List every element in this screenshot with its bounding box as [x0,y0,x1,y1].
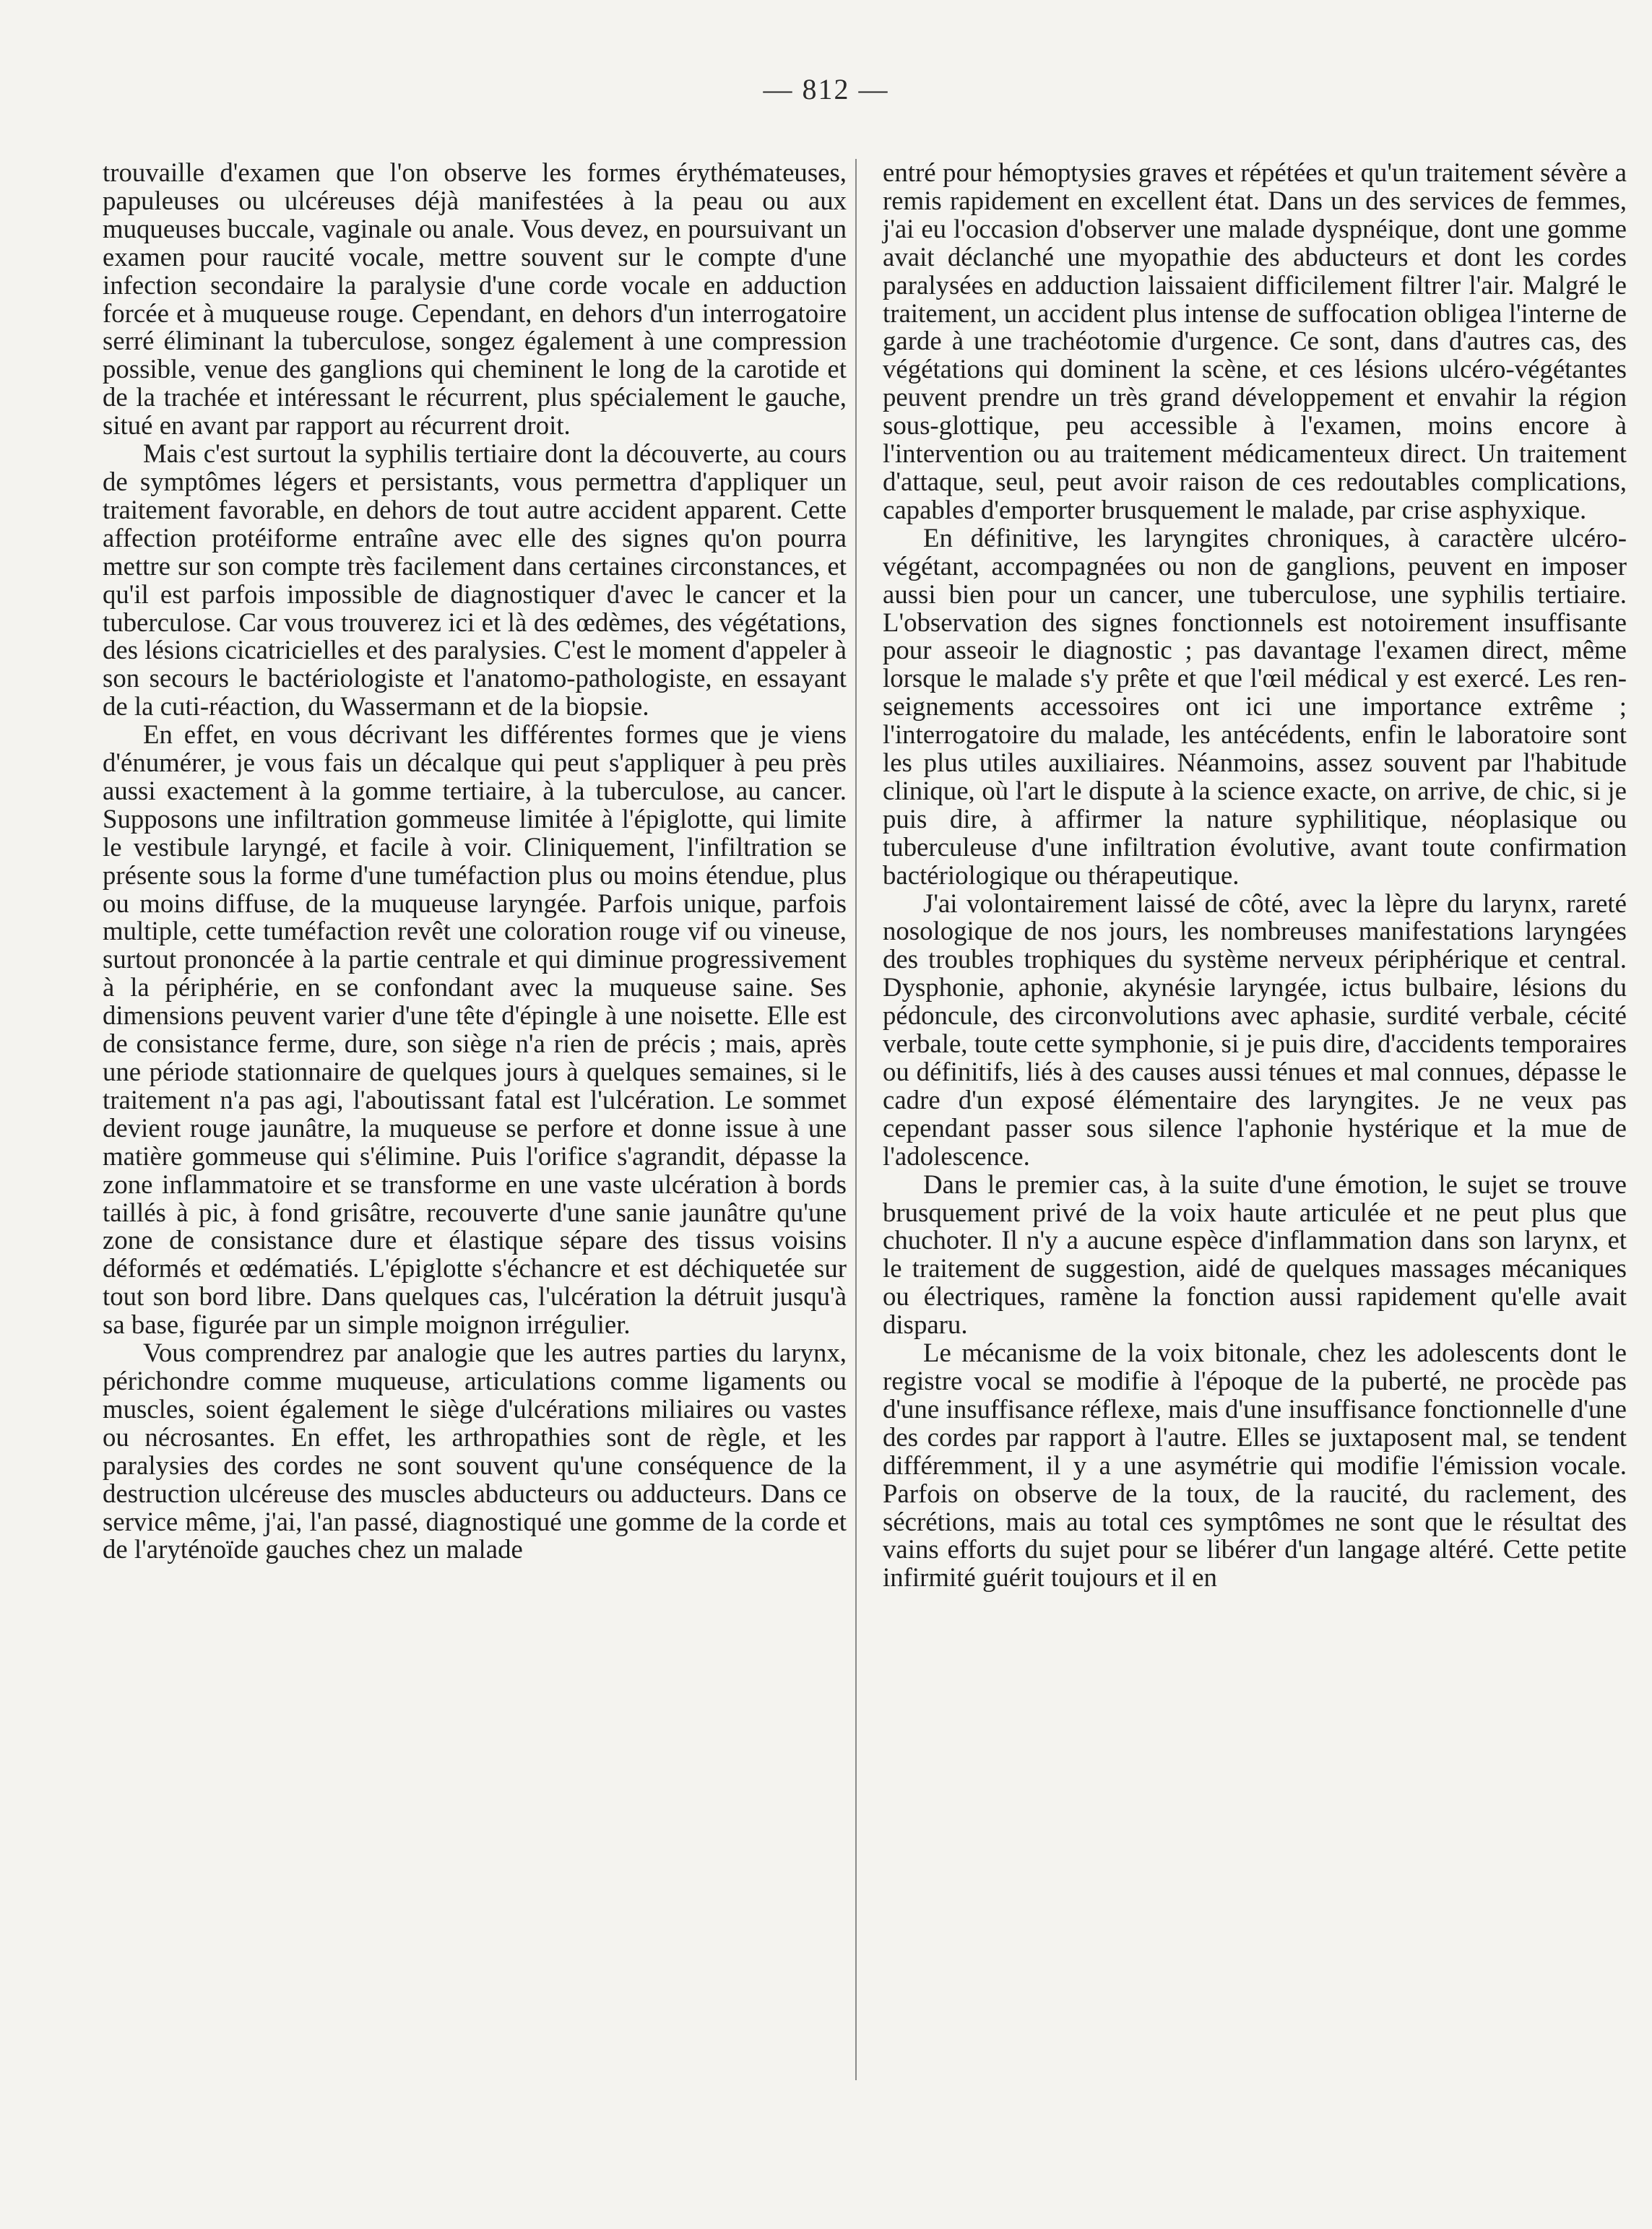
paragraph: trouvaille d'examen que l'on observe les formes érythémateuses, papuleuses ou ulcéreuses déjà manifestées à la peau ou aux muqueuses buccale, vaginale ou anale. Vous devez, en poursuivant un examen pour raucité vocale, mettre souvent sur le compte d'une infection secondaire la paralysie d'une corde vocale en adduction forcée et à muqueuse rouge. Cependant, en dehors d'un interrogatoire serré éliminant la tuberculose, songez également à une compression possible, venue des ganglions qui cheminent le long de la carotide et de la trachée et intéressant le récurrent, plus spécialement le gauche, situé en avant par rapport au récurrent droit. [103,157,847,441]
column-divider [855,159,857,2080]
page-number: — 812 — [763,73,889,105]
paragraph: entré pour hémoptysies graves et répétées et qu'un traitement sévère a remis rapidement en excellent état. Dans un des services de femmes, j'ai eu l'occasion d'observer une malade dyspnéique, dont une gomme avait déclanché une myopathie des abducteurs et dont les cordes paralysées en adduction laissaient difficilement filtrer l'air. Malgré le traitement, un accident plus intense de suffocation obligea l'interne de garde à une trachéotomie d'urgence. Ce sont, dans d'autres cas, des végétations qui dominent la scène, et ces lésions ulcéro-végétantes peuvent prendre un très grand développement et envahir la région sous-glottique, peu accessible à l'examen, moins encore à l'intervention ou au traitement médicamenteux direct. Un traitement d'attaque, seul, peut avoir raison de ces redoutables complications, capables d'emporter brusquement le malade, par crise asphyxique. [883,157,1627,524]
right-column [883,159,1627,1592]
paragraph: Dans le premier cas, à la suite d'une émotion, le sujet se trouve brusquement privé de la voix haute articulée et ne peut plus que chuchoter. Il n'y a aucune espèce d'inflammation dans son larynx, et le traitement de suggestion, aidé de quelques massages mécaniques ou électriques, ramène la fonction aussi rapidement qu'elle avait disparu. [883,1169,1627,1340]
paragraph: J'ai volontairement laissé de côté, avec la lèpre du larynx, rareté nosologique de nos jours, les nombreuses manifestations laryngées des troubles trophiques du système nerveux périphérique et central. Dysphonie, aphonie, akynésie laryngée, ictus bulbaire, lésions du pédoncule, des circonvolutions avec aphasie, surdité verbale, cécité verbale, toute cette symphonie, si je puis dire, d'accidents temporaires ou définitifs, liés à des causes aussi ténues et mal connues, dépasse le cadre d'un exposé élémentaire des laryngites. Je ne veux pas cependant passer sous silence l'aphonie hystérique et la mue de l'adolescence. [883,888,1627,1171]
paragraph: Mais c'est surtout la syphilis tertiaire dont la découverte, au cours de symptômes légers et persistants, vous permettra d'appliquer un traitement favorable, en dehors de tout autre accident apparent. Cette affection protéiforme entraîne avec elle des signes qu'on pourra mettre sur son compte très facilement dans certaines circonstances, et qu'il est parfois impossible de diagnostiquer d'avec le cancer et la tuberculose. Car vous trouverez ici et là des œdèmes, des végétations, des lésions cicatricielles et des paralysies. C'est le moment d'appeler à son secours le bactériologiste et l'anatomo-pathologiste, en essayant de la cuti-réaction, du Wassermann et de la biopsie. [103,438,847,722]
paragraph: En effet, en vous décrivant les différentes formes que je viens d'énumérer, je vous fais un décalque qui peut s'appliquer à peu près aussi exactement à la gomme tertiaire, à la tuberculose, au cancer. Supposons une infiltration gommeuse limitée à l'épiglotte, qui limite le vestibule laryngé, et facile à voir. Cliniquement, l'infiltration se présente sous la forme d'une tuméfaction plus ou moins étendue, plus ou moins diffuse, de la muqueuse laryngée. Parfois unique, parfois multiple, cette tuméfaction revêt une coloration rouge vif ou vineuse, surtout prononcée à la partie centrale et qui diminue progressivement à la périphérie, en se confondant avec la muqueuse saine. Ses dimensions peuvent varier d'une tête d'épingle à une noisette. Elle est de consistance ferme, dure, son siège n'a rien de précis ; mais, après une période stationnaire de quelques jours à quelques semaines, si le traitement n'a pas agi, l'aboutissant fatal est l'ulcération. Le sommet devient rouge jaunâtre, la muqueuse se perfore et donne issue à une matière gommeuse qui s'élimine. Puis l'orifice s'agrandit, dépasse la zone inflammatoire et se transforme en une vaste ulcération à bords taillés à pic, à fond grisâtre, recouverte d'une sanie jaunâtre qu'une zone de consistance dure et élastique sépare des tissus voisins déformés et œdématiés. L'épiglotte s'échancre et est déchiquetée sur tout son bord libre. Dans quelques cas, l'ulcération la détruit jusqu'à sa base, figurée par un simple moignon irrégulier. [103,719,847,1340]
left-column [103,159,847,1564]
paragraph: Le mécanisme de la voix bitonale, chez les adolescents dont le registre vocal se modifie à l'époque de la puberté, ne procède pas d'une insuffisance réflexe, mais d'une insuffisance fonctionnelle d'une des cordes par rapport à l'autre. Elles se juxtaposent mal, se tendent différemment, il y a une asymétrie qui modifie l'émission vocale. Parfois on observe de la toux, de la raucité, du raclement, des sécrétions, mais au total ces symptômes ne sont que le résultat des vains efforts du sujet pour se libérer d'un langage altéré. Cette petite infirmité guérit toujours et il en [883,1338,1627,1593]
paragraph: Vous comprendrez par analogie que les autres parties du larynx, périchondre comme muqueuse, articulations comme ligaments ou muscles, soient également le siège d'ulcérations miliaires ou vastes ou nécrosantes. En effet, les arthropathies sont de règle, et les paralysies des cordes ne sont souvent qu'une conséquence de la destruction ulcéreuse des muscles abducteurs ou adducteurs. Dans ce service même, j'ai, l'an passé, diagnostiqué une gomme de la corde et de l'aryténoïde gauches chez un malade [103,1338,847,1564]
paragraph: En définitive, les laryngites chroniques, à caractère ulcéro-végétant, accompagnées ou non de ganglions, peuvent en imposer aussi bien pour un cancer, une tuberculose, une syphilis tertiaire. L'observation des signes fonctionnels est notoirement insuffisante pour asseoir le diagnostic ; pas davantage l'examen direct, même lorsque le malade s'y prête et que l'œil médical y est exercé. Les renseignements accessoires ont ici une importance extrême ; l'interrogatoire du malade, les antécédents, enfin le laboratoire sont les plus utiles auxiliaires. Néanmoins, assez souvent par l'habitude clinique, où l'art le dispute à la science exacte, on arrive, de chic, si je puis dire, à affirmer la nature syphilitique, néoplasique ou tuberculeuse d'une infiltration évolutive, avant toute confirmation bactériologique ou thérapeutique. [883,522,1627,890]
